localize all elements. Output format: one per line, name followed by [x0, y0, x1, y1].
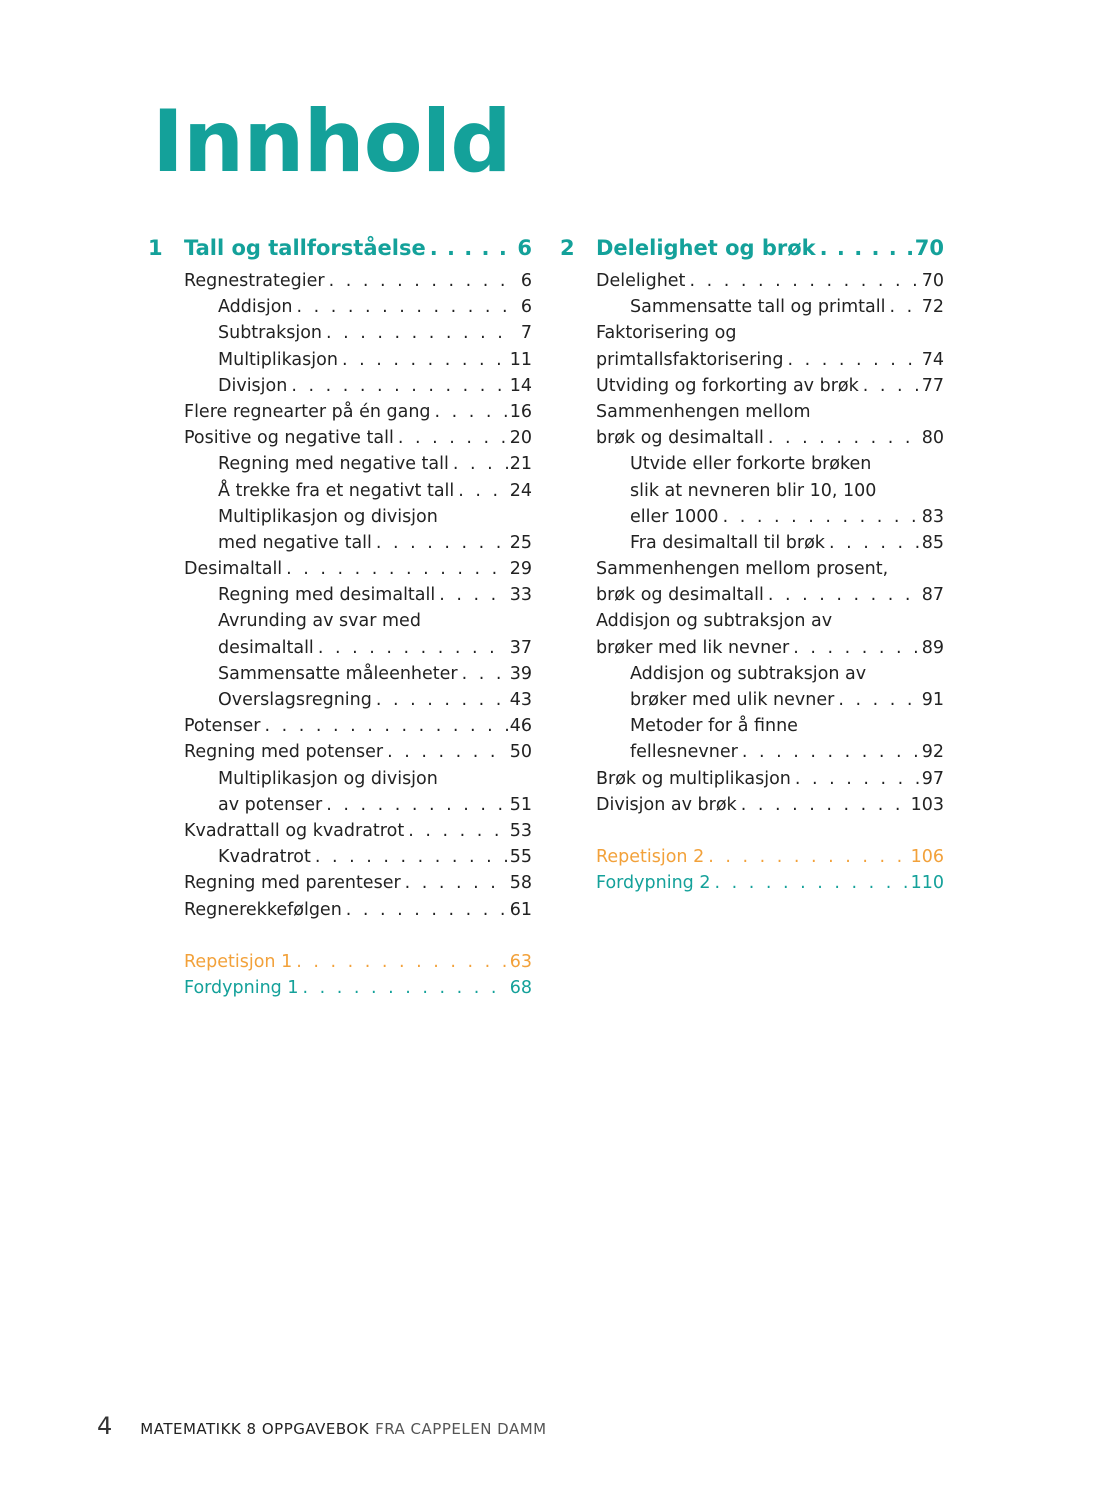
entry-title: Repetisjon 1: [184, 951, 293, 972]
entry-title: eller 1000: [630, 506, 719, 527]
entry-title: Positive og negative tall: [184, 428, 394, 449]
dot-leader: [293, 294, 508, 320]
entry-page: 46: [509, 716, 532, 737]
chapter-page: 70: [914, 236, 944, 260]
entry-title: slik at nevneren blir 10, 100: [630, 480, 877, 501]
entry-page: 97: [921, 768, 944, 789]
entry-title: Potenser: [184, 716, 261, 737]
entry-title: Regning med parenteser: [184, 873, 401, 894]
entry-title: Sammensatte måleenheter: [218, 663, 458, 684]
entry-page: 89: [921, 637, 944, 658]
entry-page: 58: [509, 873, 532, 894]
dot-leader: [825, 530, 920, 556]
dot-leader: [685, 268, 920, 294]
entry-page: 85: [921, 532, 944, 553]
toc-entry[interactable]: [560, 713, 944, 739]
toc-entry[interactable]: [560, 399, 944, 425]
chapter-heading[interactable]: [560, 236, 944, 264]
toc-entry[interactable]: [148, 687, 532, 713]
dot-leader: [764, 425, 920, 451]
entry-title: Divisjon av brøk: [596, 794, 737, 815]
toc-entry[interactable]: [560, 425, 944, 451]
toc-entry[interactable]: [560, 635, 944, 661]
toc-column-chapter-2: [560, 236, 944, 897]
toc-entry[interactable]: [560, 739, 944, 765]
toc-entry[interactable]: [148, 739, 532, 765]
entry-page: 6: [520, 271, 532, 291]
entry-title: Multiplikasjon og divisjon: [218, 506, 438, 527]
chapter-number: 2: [560, 236, 575, 260]
toc-entry-repetisjon[interactable]: [148, 949, 532, 975]
entry-title: Regning med negative tall: [218, 454, 449, 475]
dot-leader: [431, 399, 508, 425]
toc-entry[interactable]: [148, 818, 532, 844]
entry-page: 14: [509, 375, 532, 396]
page-number: 4: [97, 1412, 113, 1440]
toc-entry-fordypning[interactable]: [148, 975, 532, 1001]
entry-title: Addisjon og subtraksjon av: [630, 663, 867, 684]
dot-leader: [789, 635, 920, 661]
toc-entry[interactable]: [148, 268, 532, 294]
dot-leader: [791, 766, 920, 792]
entry-title: Repetisjon 2: [596, 847, 705, 868]
entry-title: Regnestrategier: [184, 271, 325, 291]
entry-title: Desimaltall: [184, 559, 283, 580]
spacer: [560, 818, 944, 844]
entry-page: 37: [509, 637, 532, 658]
dot-leader: [426, 236, 518, 260]
dot-leader: [383, 739, 508, 765]
toc-entry[interactable]: [148, 294, 532, 320]
dot-leader: [454, 478, 508, 504]
dot-leader: [401, 870, 508, 896]
toc-entry[interactable]: [148, 792, 532, 818]
dot-leader: [394, 425, 508, 451]
toc-entry[interactable]: [148, 582, 532, 608]
toc-entry[interactable]: [148, 556, 532, 582]
dot-leader: [260, 713, 508, 739]
toc-entry[interactable]: [560, 504, 944, 530]
entry-page: 24: [509, 480, 532, 501]
entry-title: Addisjon og subtraksjon av: [596, 611, 833, 632]
entry-page: 51: [509, 794, 532, 815]
toc-entry-list: [148, 268, 532, 923]
dot-leader: [372, 530, 508, 556]
dot-leader: [710, 870, 910, 896]
entry-title: med negative tall: [218, 532, 372, 553]
entry-page: 43: [509, 690, 532, 710]
toc-entry[interactable]: [148, 661, 532, 687]
entry-title: Sammenhengen mellom: [596, 401, 811, 422]
entry-page: 106: [910, 847, 944, 868]
entry-page: 110: [910, 873, 944, 894]
toc-entry[interactable]: [148, 766, 532, 792]
entry-page: 29: [509, 559, 532, 580]
dot-leader: [859, 373, 920, 399]
dot-leader: [783, 347, 920, 373]
entry-page: 53: [509, 820, 532, 841]
toc-entry[interactable]: [560, 608, 944, 634]
entry-page: 11: [509, 349, 532, 370]
entry-title: Regning med desimaltall: [218, 585, 436, 606]
entry-title: brøker med lik nevner: [596, 637, 790, 658]
entry-title: Multiplikasjon og divisjon: [218, 768, 438, 789]
toc-entry-list: [560, 268, 944, 818]
page-title: Innhold: [152, 92, 511, 192]
entry-title: Regning med potenser: [184, 742, 384, 763]
dot-leader: [404, 818, 508, 844]
dot-leader: [435, 582, 508, 608]
toc-entry[interactable]: [148, 608, 532, 634]
toc-entry[interactable]: [560, 451, 944, 477]
toc-entry[interactable]: [148, 478, 532, 504]
entry-title: Multiplikasjon: [218, 349, 338, 370]
entry-page: 87: [921, 585, 944, 606]
entry-title: brøk og desimaltall: [596, 585, 764, 606]
dot-leader: [292, 949, 508, 975]
toc-entry[interactable]: [560, 661, 944, 687]
entry-title: Delelighet: [596, 271, 686, 291]
toc-entry[interactable]: [148, 635, 532, 661]
toc-entry[interactable]: [560, 320, 944, 346]
entry-page: 92: [921, 742, 944, 763]
entry-page: 61: [509, 899, 532, 920]
entry-title: Utviding og forkorting av brøk: [596, 375, 859, 396]
dot-leader: [311, 844, 508, 870]
dot-leader: [834, 687, 920, 713]
entry-page: 80: [921, 428, 944, 449]
entry-page: 39: [509, 663, 532, 684]
toc-entry[interactable]: [560, 766, 944, 792]
entry-title: desimaltall: [218, 637, 314, 658]
entry-title: Addisjon: [218, 297, 293, 318]
entry-page: 91: [921, 690, 944, 710]
entry-page: 50: [509, 742, 532, 763]
toc-entry[interactable]: [148, 425, 532, 451]
dot-leader: [325, 268, 508, 294]
toc-entry[interactable]: [148, 399, 532, 425]
toc-column-chapter-1: [148, 236, 532, 1001]
entry-title: Regnerekkefølgen: [184, 899, 342, 920]
entry-title: brøk og desimaltall: [596, 428, 764, 449]
toc-entry-repetisjon[interactable]: [560, 844, 944, 870]
chapter-title: Delelighet og brøk: [596, 236, 816, 260]
dot-leader: [372, 687, 508, 713]
entry-title: Subtraksjon: [218, 323, 323, 344]
toc-entry[interactable]: [560, 268, 944, 294]
entry-title: Fordypning 2: [596, 873, 711, 894]
dot-leader: [737, 792, 911, 818]
dot-leader: [764, 582, 920, 608]
entry-title: Flere regnearter på én gang: [184, 401, 431, 422]
page-footer: [97, 1412, 547, 1440]
entry-title: Fordypning 1: [184, 978, 299, 999]
entry-title: primtallsfaktorisering: [596, 349, 784, 370]
entry-title: Avrunding av svar med: [218, 611, 421, 632]
chapter-heading[interactable]: [148, 236, 532, 264]
toc-entry-fordypning[interactable]: [560, 870, 944, 896]
entry-page: 74: [921, 349, 944, 370]
entry-title: Metoder for å finne: [630, 716, 798, 737]
dot-leader: [885, 294, 920, 320]
entry-title: brøker med ulik nevner: [630, 690, 835, 710]
toc-entry[interactable]: [560, 294, 944, 320]
dot-leader: [458, 661, 508, 687]
dot-leader: [322, 792, 508, 818]
dot-leader: [342, 897, 508, 923]
entry-page: 20: [509, 428, 532, 449]
toc-entry[interactable]: [560, 347, 944, 373]
toc-entry[interactable]: [560, 478, 944, 504]
entry-page: 25: [509, 532, 532, 553]
toc-entry[interactable]: [148, 870, 532, 896]
entry-title: Sammensatte tall og primtall: [630, 297, 886, 318]
entry-title: Brøk og multiplikasjon: [596, 768, 791, 789]
toc-entry[interactable]: [148, 713, 532, 739]
toc-entry[interactable]: [148, 451, 532, 477]
entry-title: fellesnevner: [630, 742, 738, 763]
dot-leader: [338, 347, 508, 373]
entry-page: 72: [921, 297, 944, 318]
chapter-page: 6: [517, 236, 532, 260]
toc-entry[interactable]: [148, 347, 532, 373]
toc-entry[interactable]: [560, 792, 944, 818]
entry-page: 63: [509, 951, 532, 972]
entry-page: 68: [509, 978, 532, 999]
entry-title: Sammenhengen mellom prosent,: [596, 559, 889, 580]
entry-title: av potenser: [218, 794, 323, 815]
entry-page: 33: [509, 585, 532, 606]
toc-entry[interactable]: [148, 320, 532, 346]
entry-page: 103: [910, 794, 944, 815]
chapter-title: Tall og tallforståelse: [184, 236, 426, 260]
spacer: [148, 923, 532, 949]
chapter-number: 1: [148, 236, 163, 260]
entry-page: 70: [921, 271, 944, 291]
dot-leader: [704, 844, 910, 870]
entry-title: Kvadrattall og kvadratrot: [184, 820, 405, 841]
toc-entry[interactable]: [148, 530, 532, 556]
entry-title: Overslagsregning: [218, 690, 372, 710]
dot-leader: [816, 236, 915, 260]
entry-title: Faktorisering og: [596, 323, 737, 344]
dot-leader: [298, 975, 508, 1001]
toc-entry[interactable]: [560, 556, 944, 582]
toc-entry[interactable]: [148, 504, 532, 530]
dot-leader: [738, 739, 920, 765]
toc-entry[interactable]: [148, 844, 532, 870]
dot-leader: [322, 320, 508, 346]
entry-page: 21: [509, 454, 532, 475]
entry-title: Å trekke fra et negativt tall: [218, 480, 455, 501]
entry-title: Divisjon: [218, 375, 288, 396]
book-title: MATEMATIKK 8 OPPGAVEBOK: [140, 1420, 370, 1438]
entry-page: 6: [520, 297, 532, 318]
toc-entry[interactable]: [560, 687, 944, 713]
toc-entry[interactable]: [560, 373, 944, 399]
entry-page: 83: [921, 506, 944, 527]
entry-title: Kvadratrot: [218, 847, 311, 868]
dot-leader: [314, 635, 508, 661]
toc-entry[interactable]: [560, 530, 944, 556]
entry-title: Fra desimaltall til brøk: [630, 532, 825, 553]
entry-title: Utvide eller forkorte brøken: [630, 454, 872, 475]
toc-entry[interactable]: [148, 897, 532, 923]
entry-page: 55: [509, 847, 532, 868]
dot-leader: [719, 504, 920, 530]
dot-leader: [287, 373, 508, 399]
entry-page: 77: [921, 375, 944, 396]
dot-leader: [449, 451, 508, 477]
dot-leader: [282, 556, 508, 582]
entry-page: 16: [509, 401, 532, 422]
toc-entry[interactable]: [560, 582, 944, 608]
entry-page: 7: [520, 323, 532, 344]
publisher: FRA CAPPELEN DAMM: [375, 1420, 547, 1438]
toc-entry[interactable]: [148, 373, 532, 399]
